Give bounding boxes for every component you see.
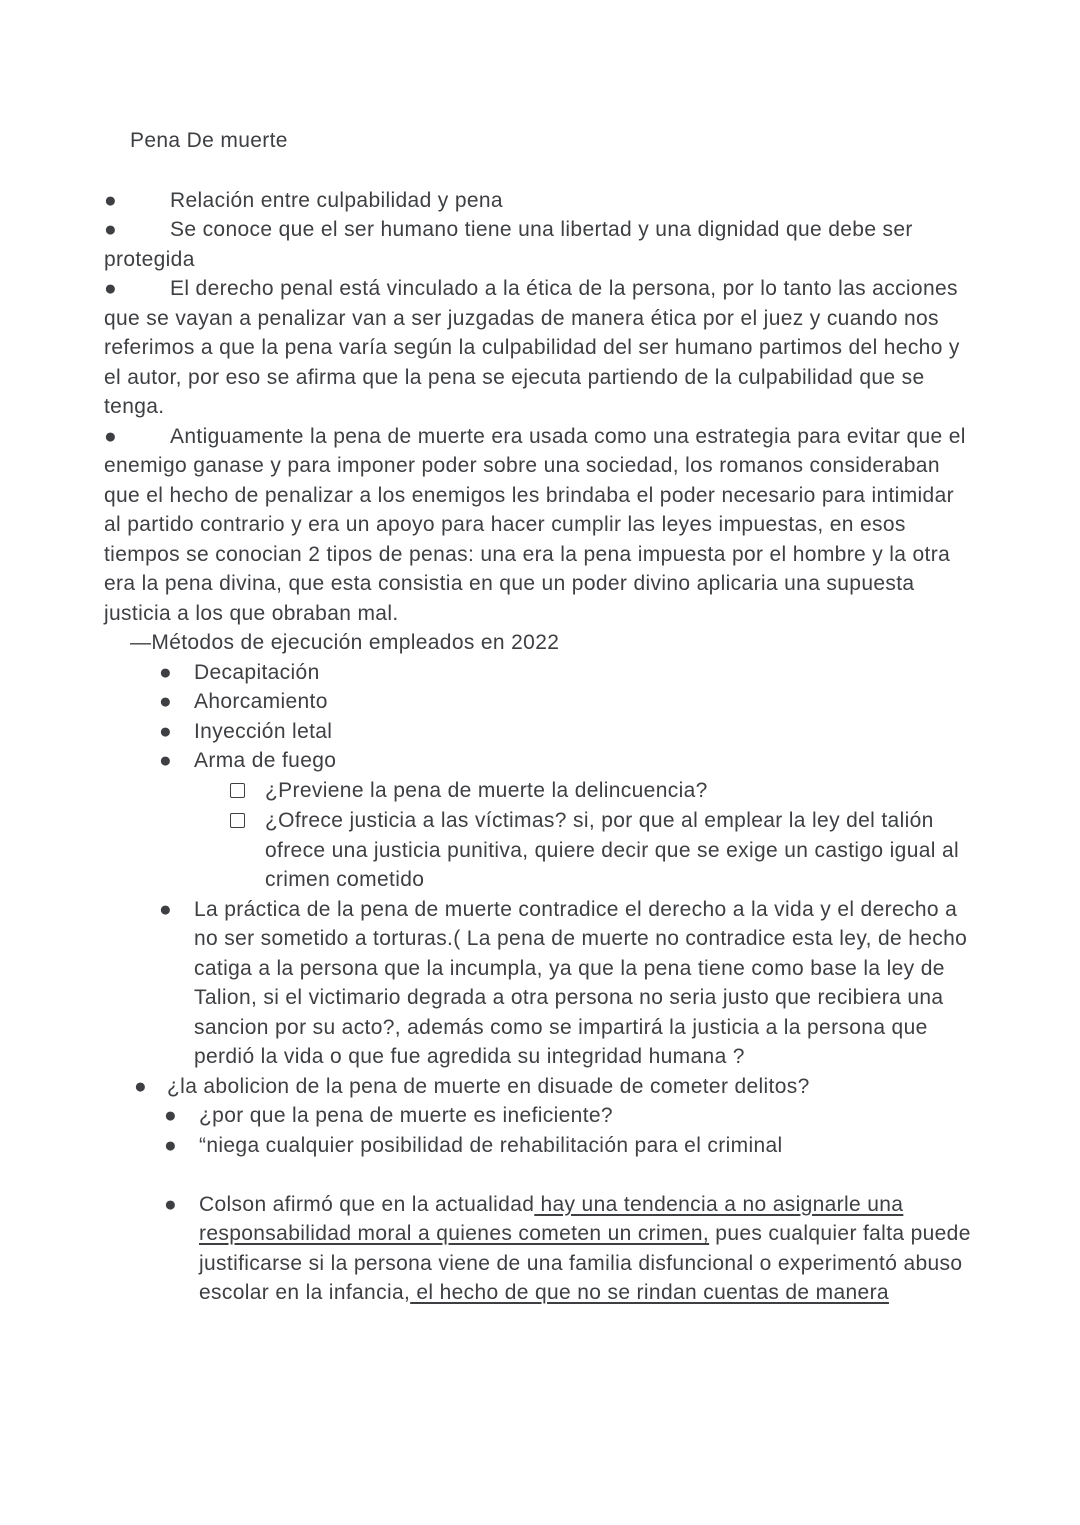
list-item: [104, 274, 976, 422]
bullet-icon: ●: [159, 897, 173, 921]
list-item-text: Antiguamente la pena de muerte era usada como una estrategia para evitar que el enemigo ganase y para imponer poder sobre una sociedad, los romanos consideraban que el hecho de penalizar a los enemigos les brindaba el poder necesario para intimidar al partido contrario y era un apoyo para hacer cumplir las leyes impuestas, en esos tiempos se conocian 2 tipos de penas: una era la pena impuesta por el hombre y la otra era la pena divina, que esta consistia en que un poder divino aplicaria una supuesta justicia a los que obraban mal.: [104, 424, 966, 625]
checkbox-item-text: ¿Ofrece justicia a las víctimas? si, por que al emplear la ley del talión ofrece una justicia punitiva, quiere decir que se exige un castigo igual al crimen cometido: [265, 809, 959, 891]
document-page: [104, 0, 976, 1308]
bullet-icon: ●: [164, 1192, 178, 1216]
list-item: [159, 658, 976, 688]
list-item-text: La práctica de la pena de muerte contradice el derecho a la vida y el derecho a no ser sometido a torturas.( La pena de muerte no contradice esta ley, de hecho catiga a la persona que la incumpla, ya que la pena tiene como base la ley de Talion, si el victimario degrada a otra persona no seria justo que recibiera una sancion por su acto?, además como se impartirá la justicia a la persona que perdió la vida o que fue agredida su integridad humana ?: [194, 897, 968, 1068]
list-item-text: “niega cualquier posibilidad de rehabilitación para el criminal: [199, 1133, 783, 1157]
list-item-text: Se conoce que el ser humano tiene una libertad y una dignidad que debe ser protegida: [104, 218, 913, 271]
bullet-icon: ●: [104, 424, 118, 448]
checkbox-item: [230, 806, 976, 895]
list-item: [164, 1190, 976, 1308]
list-item: [159, 687, 976, 717]
list-item: [159, 895, 976, 1072]
list-item: [159, 746, 976, 776]
list-item-text: Relación entre culpabilidad y pena: [170, 188, 503, 212]
list-item-text: ¿por que la pena de muerte es ineficiente?: [199, 1104, 613, 1127]
checkbox-marker: [230, 776, 265, 807]
bullet-icon: ●: [164, 1133, 178, 1157]
list-item: [104, 422, 976, 629]
list-item: [164, 1131, 976, 1161]
list-item: [164, 1101, 976, 1131]
bullet-icon: ●: [104, 188, 118, 212]
checkbox-icon: [230, 783, 245, 798]
section-heading: —Métodos de ejecución empleados en 2022: [130, 631, 560, 654]
list-item-text: Arma de fuego: [194, 749, 337, 772]
bullet-icon: ●: [159, 719, 173, 743]
text-segment-underlined: hay una tendencia a no asignarle una responsabilidad moral a quienes cometen un crimen,: [199, 1192, 904, 1245]
bullet-icon: ●: [159, 749, 173, 772]
text-segment: Colson afirmó que en la actualidad: [199, 1192, 535, 1216]
text-segment-underlined: el hecho de que no se rindan cuentas de manera: [410, 1281, 889, 1304]
checkbox-item: [230, 776, 976, 807]
list-item-text: Ahorcamiento: [194, 690, 328, 713]
list-item-text: Decapitación: [194, 660, 320, 684]
text-segment: pues cualquier falta puede justificarse si la persona viene de una familia disfuncional o experimentó abuso escolar en la infancia,: [199, 1222, 971, 1304]
page-title: Pena De muerte: [130, 129, 288, 152]
list-item: [104, 186, 976, 216]
bullet-icon: ●: [104, 218, 118, 241]
bullet-icon: ●: [159, 660, 173, 684]
bullet-icon: ●: [104, 277, 118, 300]
list-item-text: ¿la abolicion de la pena de muerte en disuade de cometer delitos?: [167, 1074, 810, 1098]
list-item-text: El derecho penal está vinculado a la ética de la persona, por lo tanto las acciones que se vayan a penalizar van a ser juzgadas de manera ética por el juez y cuando nos referimos a que la pena varía según la culpabilidad del ser humano partimos del hecho y el autor, por eso se afirma que la pena se ejecuta partiendo de la culpabilidad que se tenga.: [104, 277, 960, 418]
checkbox-marker: [230, 806, 265, 895]
list-item-text: [199, 1190, 976, 1308]
checkbox-item-text: ¿Previene la pena de muerte la delincuencia?: [265, 778, 708, 802]
checkbox-icon: [230, 813, 245, 828]
list-item: [134, 1072, 976, 1102]
bullet-icon: ●: [164, 1104, 178, 1127]
list-item: [159, 717, 976, 747]
list-item: [104, 215, 976, 274]
list-item-text: Inyección letal: [194, 719, 333, 743]
bullet-icon: ●: [134, 1074, 148, 1098]
bullet-icon: ●: [159, 690, 173, 713]
